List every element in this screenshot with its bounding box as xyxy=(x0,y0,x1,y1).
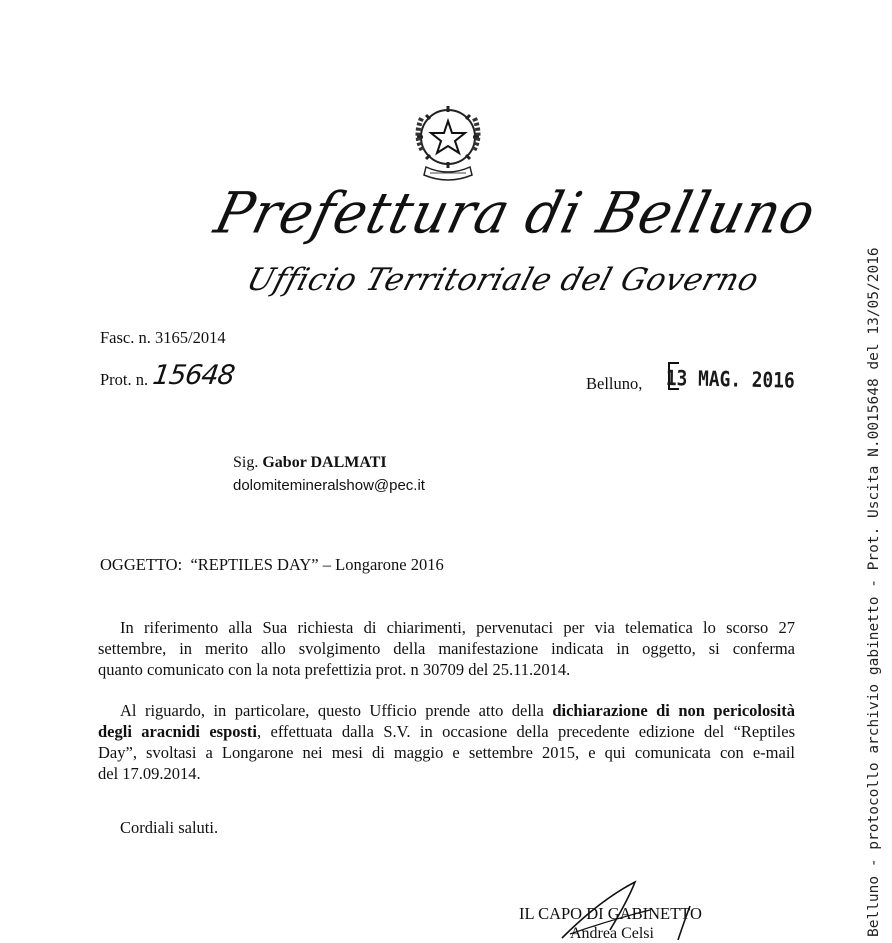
office-title: Prefettura di Belluno xyxy=(208,180,823,247)
paragraph-2-line xyxy=(98,700,795,721)
paragraph-2-bold: dichiarazione di non pericolosità xyxy=(552,701,795,720)
date-stamp: 13 MAG. 2016 xyxy=(665,366,795,393)
handwritten-signature-icon xyxy=(540,860,720,940)
paragraph-2-line xyxy=(98,721,795,742)
signatory-name: Andrea Celsi xyxy=(570,925,654,942)
file-number: Fasc. n. 3165/2014 xyxy=(100,328,226,347)
paragraph-2-line: del 17.09.2014. xyxy=(98,764,201,783)
paragraph-2-bold: degli aracnidi esposti xyxy=(98,722,258,741)
recipient-email: dolomitemineralshow@pec.it xyxy=(233,477,425,494)
closing-greeting: Cordiali saluti. xyxy=(120,818,219,837)
office-subtitle: Ufficio Territoriale del Governo xyxy=(242,262,764,298)
recipient-name xyxy=(233,454,387,472)
protocol-label: Prot. n. xyxy=(100,370,149,389)
protocol-number-handwritten: 15648 xyxy=(150,360,237,391)
recipient-prefix: Sig. xyxy=(233,454,259,471)
signatory-title: IL CAPO DI GABINETTO xyxy=(519,904,702,923)
italian-republic-emblem-icon xyxy=(408,95,488,187)
paragraph-1 xyxy=(98,617,795,680)
place: Belluno, xyxy=(586,374,643,393)
paragraph-1-line: quanto comunicato con la nota prefettizia prot. n 30709 del 25.11.2014. xyxy=(98,660,571,679)
archive-protocol-stamp: Belluno - protocollo archivio gabinetto - Prot. Uscita N.0015648 del 13/05/2016 xyxy=(866,247,882,937)
paragraph-2 xyxy=(98,700,795,784)
subject-label: OGGETTO: xyxy=(100,555,183,574)
paragraph-1-line: In riferimento alla Sua richiesta di chiarimenti, pervenutaci per via telematica lo scorso 27 xyxy=(120,618,795,637)
paragraph-2-text: Al riguardo, in particolare, questo Ufficio prende atto della xyxy=(120,701,553,720)
paragraph-2-line: Day”, svoltasi a Longarone nei mesi di maggio e settembre 2015, e qui comunicata con e-mail xyxy=(98,743,795,762)
recipient-fullname: Gabor DALMATI xyxy=(262,454,387,471)
paragraph-1-line: settembre, in merito allo svolgimento della manifestazione indicata in oggetto, si conferma xyxy=(98,639,795,658)
subject-line xyxy=(100,555,444,575)
paragraph-2-text: , effettuata dalla S.V. in occasione della precedente edizione del “Reptiles xyxy=(257,722,795,741)
subject-text: “REPTILES DAY” – Longarone 2016 xyxy=(190,555,444,574)
